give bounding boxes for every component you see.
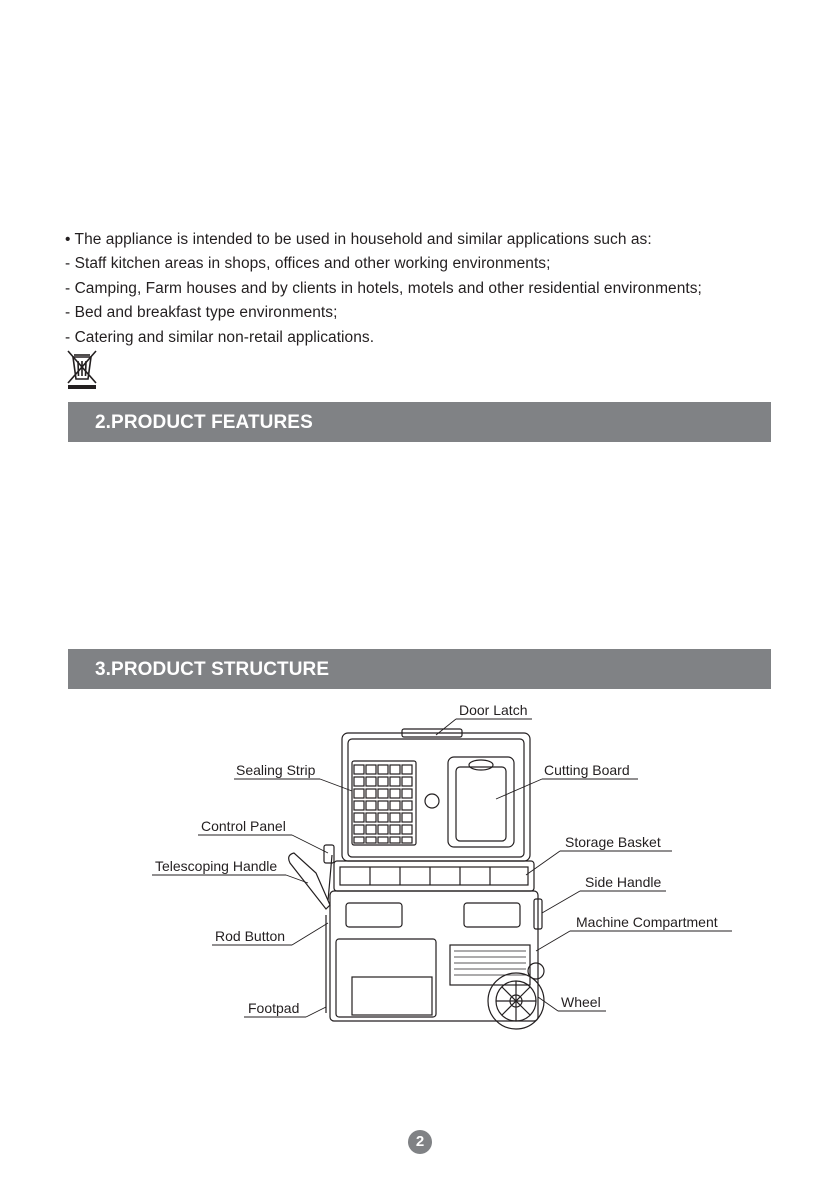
label-machine-compartment: Machine Compartment [576, 914, 718, 930]
page-number: 2 [408, 1130, 432, 1154]
intended-use-list [65, 228, 702, 350]
label-door-latch: Door Latch [459, 702, 528, 718]
list-item: - Staff kitchen areas in shops, offices and other working environments; [65, 255, 551, 273]
cooler-illustration [289, 729, 544, 1029]
list-item: - Camping, Farm houses and by clients in hotels, motels and other residential environments; [65, 279, 702, 297]
list-item: - Catering and similar non-retail applications. [65, 328, 375, 346]
label-rod-button: Rod Button [215, 928, 286, 944]
list-item: - Bed and breakfast type environments; [65, 304, 338, 322]
label-wheel: Wheel [561, 994, 601, 1010]
section-header-features [68, 402, 771, 442]
label-cutting-board: Cutting Board [544, 762, 630, 778]
label-footpad: Footpad [248, 1000, 300, 1016]
label-telescoping-handle: Telescoping Handle [155, 858, 278, 874]
list-item: • The appliance is intended to be used in household and similar applications such as: [65, 231, 652, 248]
label-sealing-strip: Sealing Strip [236, 762, 316, 778]
crossed-bin-icon [66, 349, 98, 389]
label-side-handle: Side Handle [585, 874, 662, 890]
label-control-panel: Control Panel [201, 818, 286, 834]
product-structure-diagram [140, 695, 740, 1035]
section-header-structure [68, 649, 771, 689]
section-title: 3.PRODUCT STRUCTURE [95, 659, 330, 680]
label-storage-basket: Storage Basket [565, 834, 661, 850]
section-title: 2.PRODUCT FEATURES [95, 412, 313, 433]
